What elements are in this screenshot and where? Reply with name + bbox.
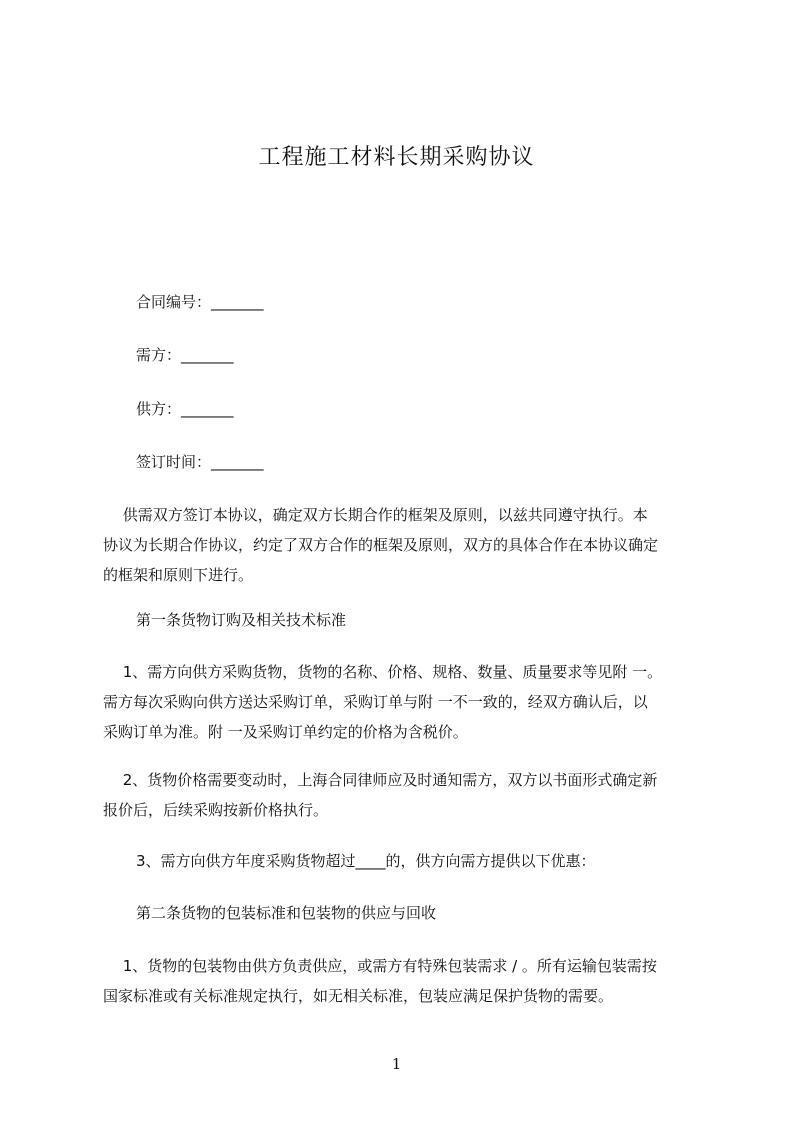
intro-line: 的框架和原则下进行。 [103,566,254,584]
section-1-item-3: 3、需方向供方年度采购货物超过____的，供方向需方提供以下优惠： [136,852,596,870]
signing-date-field: 签订时间：_______ [136,453,264,471]
section-1-item-2 [103,765,703,825]
section-2-item-1 [103,951,703,1011]
supplier-field: 供方：_______ [136,400,234,418]
contract-number-field: 合同编号：_______ [136,293,264,311]
intro-line: 协议为长期合作协议，约定了双方合作的框架及原则，双方的具体合作在本协议确定 [103,536,659,554]
section-2-heading: 第二条货物的包装标准和包装物的供应与回收 [136,904,437,922]
paragraph-line: 2、货物价格需要变动时，上海合同律师应及时通知需方，双方以书面形式确定新 [103,771,658,789]
paragraph-line: 1、需方向供方采购货物，货物的名称、价格、规格、数量、质量要求等见附 一。 [103,663,663,681]
section-1-heading: 第一条货物订购及相关技术标准 [136,611,347,629]
paragraph-line: 国家标准或有关标准规定执行，如无相关标准，包装应满足保护货物的需要。 [103,987,614,1005]
paragraph-line: 报价后，后续采购按新价格执行。 [103,801,329,819]
document-title: 工程施工材料长期采购协议 [258,145,535,170]
intro-paragraph [103,500,703,590]
page-number: 1 [391,1055,402,1073]
buyer-field: 需方：_______ [136,346,234,364]
paragraph-line: 需方每次采购向供方送达采购订单，采购订单与附 一不一致的，经双方确认后，以 [103,693,648,711]
paragraph-line: 采购订单为准。附 一及采购订单约定的价格为含税价。 [103,723,468,741]
section-1-item-1 [103,657,703,747]
intro-line: 供需双方签订本协议，确定双方长期合作的框架及原则，以兹共同遵守执行。本 [103,506,648,524]
paragraph-line: 1、货物的包装物由供方负责供应，或需方有特殊包装需求 / 。所有运输包装需按 [103,957,657,975]
